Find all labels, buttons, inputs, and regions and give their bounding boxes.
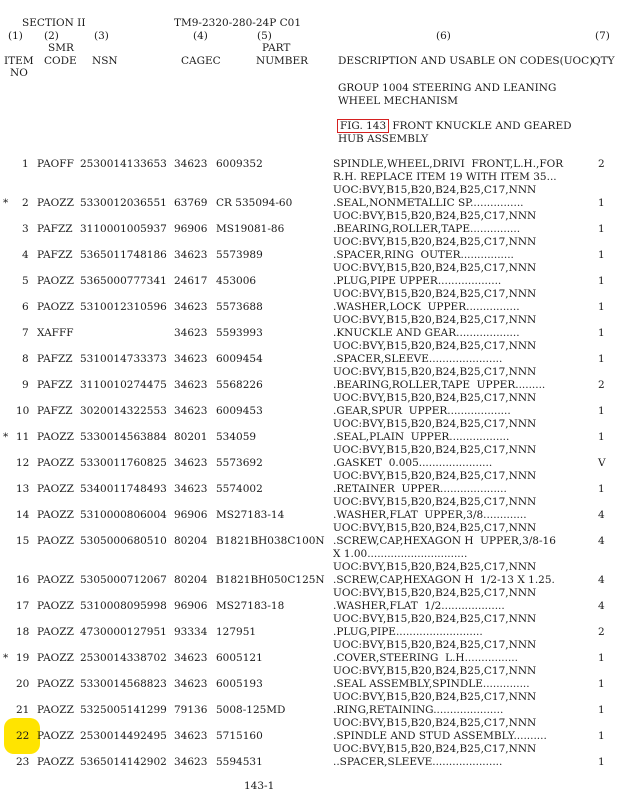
description: .SEAL,NONMETALLIC SP................ [333,197,524,209]
nsn: 3110001005937 [80,223,167,235]
description: .SEAL,PLAIN UPPER.................. [333,431,510,443]
description: .SCREW,CAP,HEXAGON H UPPER,3/8-16 [333,535,556,547]
item-number: 14 [16,509,30,521]
usable-on-codes: UOC:BVY,B15,B20,B24,B25,C17,NNN [333,236,537,248]
nsn: 3020014322553 [80,405,167,417]
item-number: 22 [16,730,30,742]
description: .PLUG,PIPE UPPER................... [333,275,502,287]
quantity: 1 [598,249,605,261]
usable-on-codes: UOC:BVY,B15,B20,B24,B25,C17,NNN [333,418,537,430]
part-number: MS27183-18 [216,600,285,612]
item-number: 8 [22,353,29,365]
part-number: 5573692 [216,457,263,469]
nsn: 2530014338702 [80,652,167,664]
usable-on-codes: UOC:BVY,B15,B20,B24,B25,C17,NNN [333,366,537,378]
description: .BEARING,ROLLER,TAPE UPPER......... [333,379,546,391]
cagec: 34623 [174,158,208,170]
smr-code: PAOZZ [37,431,74,443]
quantity: V [598,457,606,469]
item-number: 20 [16,678,30,690]
smr-code: PAOZZ [37,509,74,521]
description: SPINDLE,WHEEL,DRIVI FRONT,L.H.,FOR [333,158,564,170]
col-nsn-label: NSN [92,55,118,67]
description: .SPINDLE AND STUD ASSEMBLY.......... [333,730,547,742]
part-number: 6005193 [216,678,263,690]
description: .WASHER,FLAT UPPER,3/8............. [333,509,527,521]
cagec: 80204 [174,574,208,586]
cagec: 24617 [174,275,208,287]
nsn: 5325005141299 [80,704,167,716]
col-desc-label: DESCRIPTION AND USABLE ON CODES(UOC) [338,55,594,67]
part-number: 5715160 [216,730,263,742]
nsn: 5365011748186 [80,249,167,261]
part-number: 127951 [216,626,257,638]
part-number: MS27183-14 [216,509,285,521]
nsn: 5330014568823 [80,678,167,690]
smr-code: PAOZZ [37,457,74,469]
usable-on-codes: UOC:BVY,B15,B20,B24,B25,C17,NNN [333,210,537,222]
quantity: 1 [598,483,605,495]
smr-code: PAOZZ [37,535,74,547]
col-smr-label: SMR [48,42,74,54]
section-title: SECTION II [22,17,86,29]
item-number: 16 [16,574,30,586]
smr-code: PAOZZ [37,197,74,209]
group-title-line2: WHEEL MECHANISM [338,95,459,107]
nsn: 5365000777341 [80,275,167,287]
cagec: 34623 [174,678,208,690]
description: .SEAL ASSEMBLY,SPINDLE.............. [333,678,530,690]
description-continued: R.H. REPLACE ITEM 19 WITH ITEM 35... [333,171,557,183]
nsn: 2530014133653 [80,158,167,170]
nsn: 5330012036551 [80,197,167,209]
nsn: 5305000712067 [80,574,167,586]
item-number: 10 [16,405,30,417]
part-number: 5574002 [216,483,263,495]
item-number: 3 [22,223,29,235]
cagec: 34623 [174,756,208,768]
quantity: 1 [598,704,605,716]
col-cagec-label: CAGEC [181,55,221,67]
description: .RETAINER UPPER.................... [333,483,507,495]
description: ..SPACER,SLEEVE..................... [333,756,503,768]
cagec: 79136 [174,704,208,716]
usable-on-codes: UOC:BVY,B15,B20,B24,B25,C17,NNN [333,392,537,404]
smr-code: PAOZZ [37,730,74,742]
description: .SPACER,RING OUTER................ [333,249,514,261]
description: .WASHER,LOCK UPPER................ [333,301,520,313]
item-number: 6 [22,301,29,313]
col-num-5: (5) [257,30,272,42]
description: .RING,RETAINING..................... [333,704,504,716]
nsn: 4730000127951 [80,626,167,638]
quantity: 1 [598,301,605,313]
item-number: 21 [16,704,30,716]
nsn: 5340011748493 [80,483,167,495]
item-number: 11 [16,431,30,443]
cagec: 34623 [174,483,208,495]
item-number: 18 [16,626,30,638]
quantity: 1 [598,405,605,417]
col-number-label: NUMBER [256,55,309,67]
nsn: 5330014563884 [80,431,167,443]
quantity: 1 [598,353,605,365]
cagec: 34623 [174,353,208,365]
usable-on-codes: UOC:BVY,B15,B20,B24,B25,C17,NNN [333,444,537,456]
smr-code: PAOZZ [37,275,74,287]
item-number: 9 [22,379,29,391]
smr-code: PAOZZ [37,600,74,612]
part-number: 5594531 [216,756,263,768]
quantity: 1 [598,223,605,235]
cagec: 93334 [174,626,208,638]
nsn: 5310014733373 [80,353,167,365]
smr-code: PAFZZ [37,379,73,391]
cagec: 34623 [174,457,208,469]
usable-on-codes: UOC:BVY,B15,B20,B24,B25,C17,NNN [333,613,537,625]
item-number: 7 [22,327,29,339]
smr-code: PAOZZ [37,626,74,638]
part-number: B1821BH038C100N [216,535,325,547]
figure-label[interactable]: FIG. 143 [340,120,387,132]
nsn: 5305000680510 [80,535,167,547]
new-item-marker: * [3,652,9,664]
group-title-line1: GROUP 1004 STEERING AND LEANING [338,82,557,94]
col-num-3: (3) [94,30,109,42]
description: .SPACER,SLEEVE...................... [333,353,503,365]
col-qty-label: QTY [592,55,615,67]
item-number: 13 [16,483,30,495]
part-number: 5573989 [216,249,263,261]
quantity: 4 [598,509,605,521]
cagec: 34623 [174,652,208,664]
smr-code: PAFZZ [37,405,73,417]
quantity: 1 [598,678,605,690]
nsn: 3110010274475 [80,379,167,391]
nsn: 5330011760825 [80,457,167,469]
usable-on-codes: UOC:BVY,B15,B20,B24,B25,C17,NNN [333,561,537,573]
part-number: MS19081-86 [216,223,285,235]
col-no-label: NO [10,67,28,79]
col-code-label: CODE [44,55,77,67]
col-num-1: (1) [8,30,23,42]
smr-code: PAFZZ [37,353,73,365]
smr-code: PAFZZ [37,249,73,261]
part-number: 5568226 [216,379,263,391]
description: .COVER,STEERING L.H................ [333,652,518,664]
new-item-marker: * [3,197,9,209]
col-num-2: (2) [44,30,59,42]
cagec: 80204 [174,535,208,547]
description: .PLUG,PIPE.......................... [333,626,483,638]
cagec: 34623 [174,301,208,313]
quantity: 4 [598,600,605,612]
quantity: 1 [598,327,605,339]
usable-on-codes: UOC:BVY,B15,B20,B24,B25,C17,NNN [333,314,537,326]
quantity: 1 [598,197,605,209]
smr-code: PAOZZ [37,756,74,768]
description: .GASKET 0.005...................... [333,457,493,469]
usable-on-codes: UOC:BVY,B15,B20,B24,B25,C17,NNN [333,717,537,729]
part-number: 534059 [216,431,257,443]
item-number: 15 [16,535,30,547]
description: .GEAR,SPUR UPPER................... [333,405,511,417]
cagec: 34623 [174,379,208,391]
smr-code: PAOZZ [37,652,74,664]
item-number: 5 [22,275,29,287]
smr-code: PAOZZ [37,483,74,495]
item-number: 23 [16,756,30,768]
usable-on-codes: UOC:BVY,B15,B20,B24,B25,C17,NNN [333,184,537,196]
quantity: 4 [598,535,605,547]
usable-on-codes: UOC:BVY,B15,B20,B24,B25,C17,NNN [333,340,537,352]
item-number: 12 [16,457,30,469]
item-number: 4 [22,249,29,261]
smr-code: PAOZZ [37,704,74,716]
col-num-4: (4) [193,30,208,42]
cagec: 34623 [174,249,208,261]
nsn: 5310000806004 [80,509,167,521]
part-number: 5573688 [216,301,263,313]
nsn: 2530014492495 [80,730,167,742]
usable-on-codes: UOC:BVY,B15,B20,B24,B25,C17,NNN [333,743,537,755]
usable-on-codes: UOC:BVY,B15,B20,B24,B25,C17,NNN [333,262,537,274]
smr-code: PAOFF [37,158,74,170]
part-number: 6009454 [216,353,263,365]
usable-on-codes: UOC:BVY,B15,B20,B24,B25,C17,NNN [333,470,537,482]
figure-title: FRONT KNUCKLE AND GEARED [389,120,572,132]
smr-code: PAFZZ [37,223,73,235]
page-number: 143-1 [244,780,275,792]
smr-code: XAFFF [37,327,74,339]
usable-on-codes: UOC:BVY,B15,B20,B24,B25,C17,NNN [333,496,537,508]
item-number: 19 [16,652,30,664]
quantity: 1 [598,652,605,664]
part-number: CR 535094-60 [216,197,293,209]
smr-code: PAOZZ [37,678,74,690]
usable-on-codes: UOC:BVY,B15,B20,B24,B25,C17,NNN [333,639,537,651]
part-number: B1821BH050C125N [216,574,325,586]
item-number: 17 [16,600,30,612]
part-number: 6009352 [216,158,263,170]
quantity: 2 [598,626,605,638]
nsn: 5310012310596 [80,301,167,313]
usable-on-codes: UOC:BVY,B15,B20,B24,B25,C17,NNN [333,587,537,599]
col-num-6: (6) [436,30,451,42]
description-continued: X 1.00.............................. [333,548,468,560]
usable-on-codes: UOC:BVY,B15,B20,B24,B25,C17,NNN [333,288,537,300]
quantity: 1 [598,730,605,742]
smr-code: PAOZZ [37,301,74,313]
smr-code: PAOZZ [37,574,74,586]
usable-on-codes: UOC:BVY,B15,B20,B24,B25,C17,NNN [333,522,537,534]
description: .KNUCKLE AND GEAR................... [333,327,520,339]
part-number: 5008-125MD [216,704,286,716]
figure-title-line2: HUB ASSEMBLY [338,133,429,145]
col-num-7: (7) [595,30,610,42]
quantity: 2 [598,158,605,170]
col-part-label: PART [262,42,291,54]
part-number: 453006 [216,275,257,287]
part-number: 5593993 [216,327,263,339]
part-number: 6005121 [216,652,263,664]
cagec: 96906 [174,600,208,612]
usable-on-codes: UOC:BVY,B15,B20,B24,B25,C17,NNN [333,665,537,677]
cagec: 96906 [174,509,208,521]
part-number: 6009453 [216,405,263,417]
description: .WASHER,FLAT 1/2................... [333,600,505,612]
cagec: 34623 [174,730,208,742]
quantity: 2 [598,379,605,391]
quantity: 1 [598,275,605,287]
cagec: 63769 [174,197,208,209]
tm-number: TM9-2320-280-24P C01 [174,17,301,29]
item-number: 2 [22,197,29,209]
item-number: 1 [22,158,29,170]
cagec: 80201 [174,431,208,443]
quantity: 4 [598,574,605,586]
nsn: 5365014142902 [80,756,167,768]
nsn: 5310008095998 [80,600,167,612]
usable-on-codes: UOC:BVY,B15,B20,B24,B25,C17,NNN [333,691,537,703]
cagec: 34623 [174,405,208,417]
cagec: 34623 [174,327,208,339]
description: .BEARING,ROLLER,TAPE............... [333,223,521,235]
description: .SCREW,CAP,HEXAGON H 1/2-13 X 1.25. [333,574,555,586]
quantity: 1 [598,756,605,768]
cagec: 96906 [174,223,208,235]
new-item-marker: * [3,431,9,443]
col-item-label: ITEM [4,55,34,67]
quantity: 1 [598,431,605,443]
